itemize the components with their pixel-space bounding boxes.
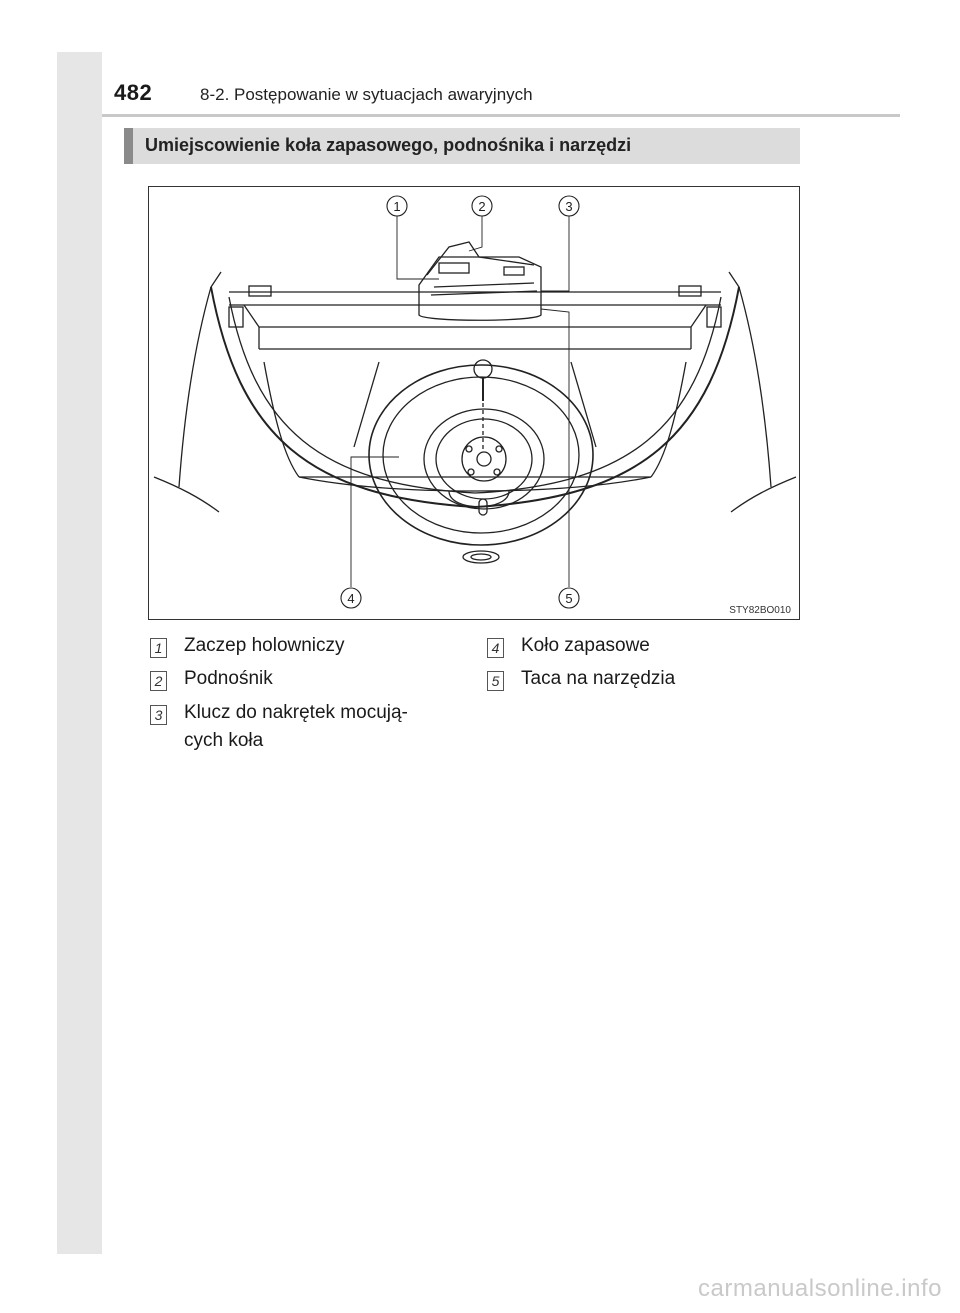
page-number: 482 [114,80,153,105]
chapter-title: 8-2. Postępowanie w sytuacjach awaryjnych [200,85,533,104]
page-header [102,76,900,117]
legend-number: 5 [487,671,504,691]
trunk-drawing [149,187,801,621]
legend-number: 3 [150,705,167,725]
legend-label-continued: cych koła [184,730,264,751]
legend-number: 4 [487,638,504,658]
page-side-band [57,52,102,1254]
legend-label: Taca na narzędzia [521,668,676,689]
callout-2: 2 [478,199,486,214]
callout-5: 5 [565,591,573,606]
callout-1: 1 [393,199,401,214]
legend-label: Klucz do nakrętek mocują- [184,702,408,723]
trunk-illustration [148,186,800,620]
callout-4: 4 [347,591,355,606]
section-title: Umiejscowienie koła zapasowego, podnośnika i narzędzi [145,135,632,155]
legend-label: Koło zapasowe [521,635,650,656]
callout-3: 3 [565,199,573,214]
legend-number: 2 [150,671,167,691]
figure-code: STY82BO010 [729,605,791,616]
legend-label: Podnośnik [184,668,273,689]
watermark: carmanualsonline.info [698,1275,942,1302]
legend-label: Zaczep holowniczy [184,635,345,656]
section-title-bar [124,128,800,164]
legend-number: 1 [150,638,167,658]
